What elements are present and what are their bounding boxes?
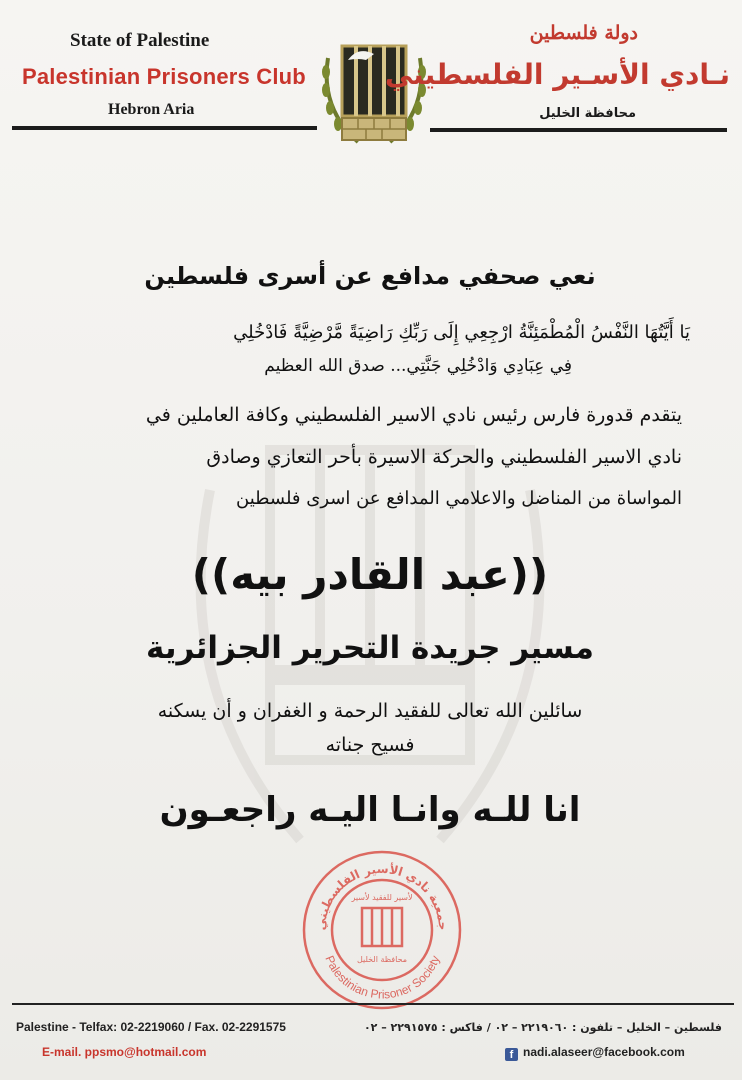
prisoners-club-logo-icon <box>318 38 430 150</box>
quran-verse-line-2: فِي عِبَادِي وَادْخُلِي جَنَّتِي... صدق الله العظيم <box>264 356 572 376</box>
header-club-en: Palestinian Prisoners Club <box>22 64 306 89</box>
deceased-name: ((عبد القادر بيه)) <box>191 550 549 599</box>
obituary-headline: نعي صحفي مدافع عن أسرى فلسطين <box>144 262 596 290</box>
prayer-line-2: فسيح جناته <box>325 734 415 756</box>
stamp-region-ar: محافظة الخليل <box>356 955 408 964</box>
condolence-line-3: المواساة من المناضل والاعلامي المدافع عن اسرى فلسطين <box>236 488 682 509</box>
condolence-line-1: يتقدم قدورة فارس رئيس نادي الاسير الفلسطيني وكافة العاملين في <box>145 404 682 426</box>
footer-facebook-text: nadi.alaseer@facebook.com <box>523 1045 685 1059</box>
stamp-outer-en: Palestinian Prisoner Society <box>322 953 443 1002</box>
header-region-en: Hebron Aria <box>108 101 195 118</box>
footer-facebook-link[interactable] <box>505 1045 685 1061</box>
footer-phone-en: Palestine - Telfax: 02-2219060 / Fax. 02-2291575 <box>16 1020 286 1034</box>
footer-email[interactable]: E-mail. ppsmo@hotmail.com <box>42 1045 207 1059</box>
facebook-icon: f <box>505 1048 518 1061</box>
header-region-ar: محافظة الخليل <box>539 106 636 121</box>
prayer-line-1: سائلين الله تعالى للفقيد الرحمة و الغفران و أن يسكنه <box>157 700 583 722</box>
header-rule-left <box>12 126 317 130</box>
deceased-role: مسير جريدة التحرير الجزائرية <box>146 630 594 666</box>
header-club-ar: نـادي الأسـير الفلسطيني <box>384 58 730 91</box>
stamp-outer-ar: جمعية نادي الأسير الفلسطيني <box>313 861 451 931</box>
closing-phrase: انا للـه وانـا اليـه راجعـون <box>159 790 581 830</box>
quran-verse-line-1: يَا أَيَّتُهَا النَّفْسُ الْمُطْمَئِنَّةُ ارْجِعِي إِلَى رَبِّكِ رَاضِيَةً مَّرْضِيَّةً فَادْخُلِي <box>233 322 690 343</box>
header-state-en: State of Palestine <box>70 30 210 51</box>
footer-rule <box>12 1003 734 1005</box>
header-state-ar: دولة فلسطين <box>529 22 638 44</box>
organization-stamp <box>300 848 465 1013</box>
condolence-line-2: نادي الاسير الفلسطيني والحركة الاسيرة بأحر التعازي وصادق <box>206 446 682 468</box>
footer-phone-ar: فلسطين – الخليل – تلفون : ٢٢١٩٠٦٠ – ٠٢ / فاكس : ٢٢٩١٥٧٥ – ٠٢ <box>363 1021 722 1034</box>
stamp-inner-ar: لأسير للفقيد لأسير <box>351 893 413 902</box>
header-rule-right <box>430 128 727 132</box>
stamp-prison-bars-icon <box>362 908 402 946</box>
